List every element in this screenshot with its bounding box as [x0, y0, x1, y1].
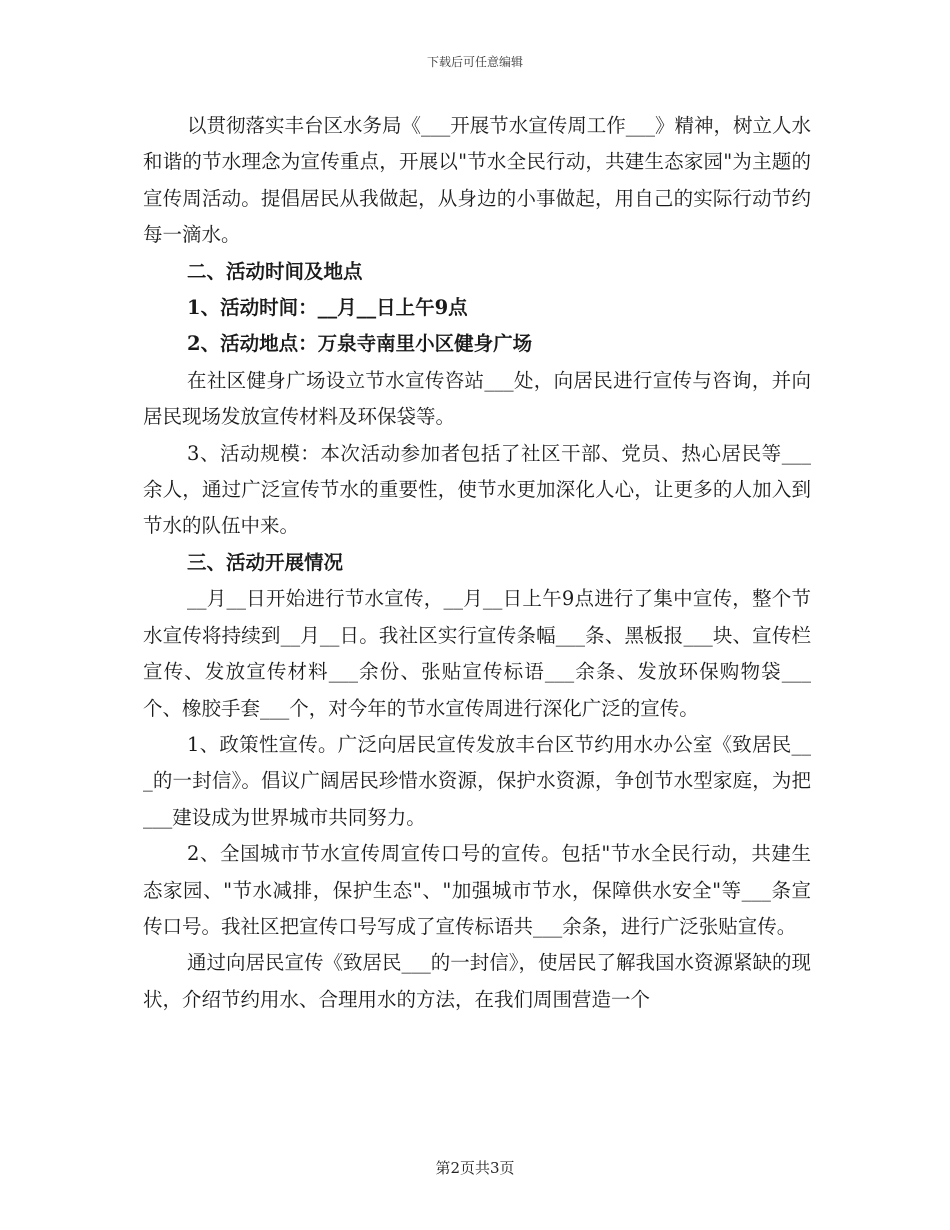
document-body [143, 108, 811, 1018]
activity-location: 2、活动地点：万泉寺南里小区健身广场 [187, 332, 533, 356]
section-heading-progress: 三、活动开展情况 [187, 550, 344, 574]
page-header: 下载后可任意编辑 [426, 55, 523, 69]
section-heading-time-place: 二、活动时间及地点 [187, 259, 363, 283]
paragraph-intro: 以贯彻落实丰台区水务局《___开展节水宣传周工作___》精神，树立人水和谐的节水理念为宣传重点，开展以"节水全民行动，共建生态家园"为主题的宣传周活动。提倡居民从我做起，从身边的小事做起，用自己的实际行动节约每一滴水。 [143, 114, 812, 247]
paragraph-consult-station: 在社区健身广场设立节水宣传咨站___处，向居民进行宣传与咨询，并向居民现场发放宣传材料及环保袋等。 [143, 368, 811, 429]
paragraph-letter: 通过向居民宣传《致居民___的一封信》，使居民了解我国水资源紧缺的现状，介绍节约用水、合理用水的方法，在我们周围营造一个 [143, 951, 812, 1011]
activity-time: 1、活动时间：__月__日上午9点 [187, 296, 468, 320]
paragraph-slogans: 2、全国城市节水宣传周宣传口号的宣传。包括"节水全民行动，共建生态家园、"节水减排，保护生态"、"加强城市节水，保障供水安全"等___条宣传口号。我社区把宣传口号写成了宣传标语共___余条，进行广泛张贴宣传。 [143, 842, 811, 938]
paragraph-progress: __月__日开始进行节水宣传，__月__日上午9点进行了集中宣传，整个节水宣传将持续到__月__日。我社区实行宣传条幅___条、黑板报___块、宣传栏宣传、发放宣传材料___余份、张贴宣传标语___余条、发放环保购物袋___个、橡胶手套___个，对今年的节水宣传周进行深化广泛的宣传。 [143, 587, 811, 720]
page-number: 第2页共3页 [435, 1159, 515, 1177]
paragraph-policy: 1、政策性宣传。广泛向居民宣传发放丰台区节约用水办公室《致居民___的一封信》。倡议广阔居民珍惜水资源，保护水资源，争创节水型家庭，为把___建设成为世界城市共同努力。 [143, 732, 811, 829]
paragraph-activity-scale: 3、活动规模：本次活动参加者包括了社区干部、党员、热心居民等___余人，通过广泛宣传节水的重要性，使节水更加深化人心，让更多的人加入到节水的队伍中来。 [143, 441, 811, 538]
